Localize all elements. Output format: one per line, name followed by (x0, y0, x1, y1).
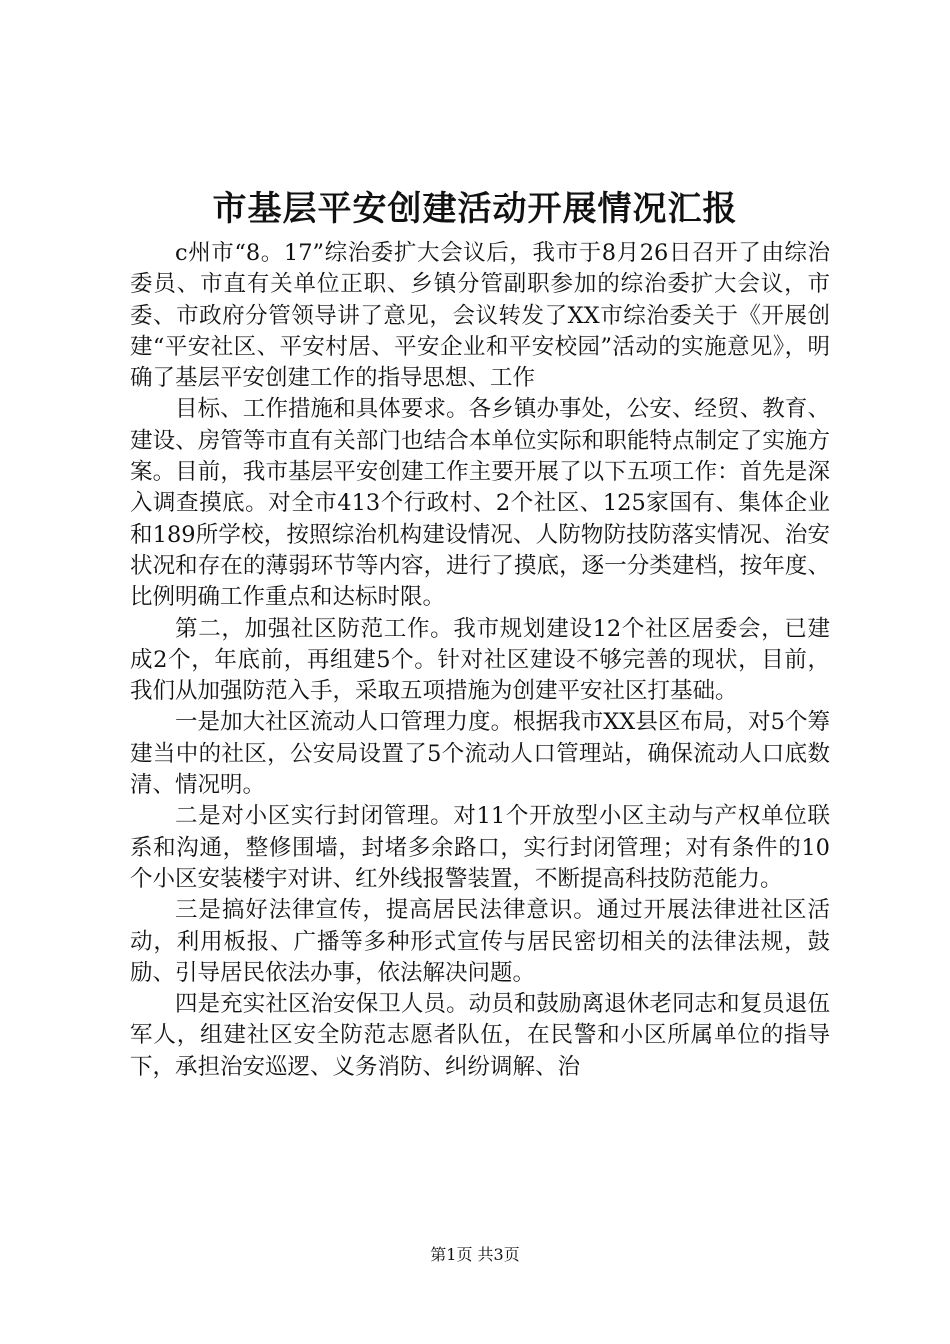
document-body (130, 238, 830, 1083)
paragraph: 第二，加强社区防范工作。我市规划建设12个社区居委会，已建成2个，年底前，再组建5个。针对社区建设不够完善的现状，目前，我们从加强防范入手，采取五项措施为创建平安社区打基础。 (130, 615, 830, 705)
paragraph: 三是搞好法律宣传，提高居民法律意识。通过开展法律进社区活动，利用板报、广播等多种形式宣传与居民密切相关的法律法规，鼓励、引导居民依法办事，依法解决问题。 (130, 897, 830, 986)
paragraph: 四是充实社区治安保卫人员。动员和鼓励离退休老同志和复员退伍军人，组建社区安全防范志愿者队伍，在民警和小区所属单位的指导下，承担治安巡逻、义务消防、纠纷调解、治 (130, 991, 830, 1080)
paragraph: 一是加大社区流动人口管理力度。根据我市XX县区布局，对5个筹建当中的社区，公安局设置了5个流动人口管理站，确保流动人口底数清、情况明。 (130, 709, 830, 799)
paragraph: 二是对小区实行封闭管理。对11个开放型小区主动与产权单位联系和沟通，整修围墙，封堵多余路口，实行封闭管理；对有条件的10个小区安装楼宇对讲、红外线报警装置，不断提高科技防范能力。 (130, 803, 830, 892)
paragraph: c州市“8。17”综治委扩大会议后，我市于8月26日召开了由综治委员、市直有关单位正职、乡镇分管副职参加的综治委扩大会议，市委、市政府分管领导讲了意见，会议转发了XX市综治委关于《开展创建“平安社区、平安村居、平安企业和平安校园”活动的实施意见》，明确了基层平安创建工作的指导思想、工作 (130, 240, 830, 392)
document-title: 市基层平安创建活动开展情况汇报 (212, 189, 738, 229)
page-footer: 第1页 共3页 (430, 1245, 520, 1264)
paragraph: 目标、工作措施和具体要求。各乡镇办事处，公安、经贸、教育、建设、房管等市直有关部门也结合本单位实际和职能特点制定了实施方案。目前，我市基层平安创建工作主要开展了以下五项工作：首先是深入调查摸底。对全市413个行政村、2个社区、125家国有、集体企业和189所学校，按照综治机构建设情况、人防物防技防落实情况、治安状况和存在的薄弱环节等内容，进行了摸底，逐一分类建档，按年度、比例明确工作重点和达标时限。 (130, 396, 830, 611)
